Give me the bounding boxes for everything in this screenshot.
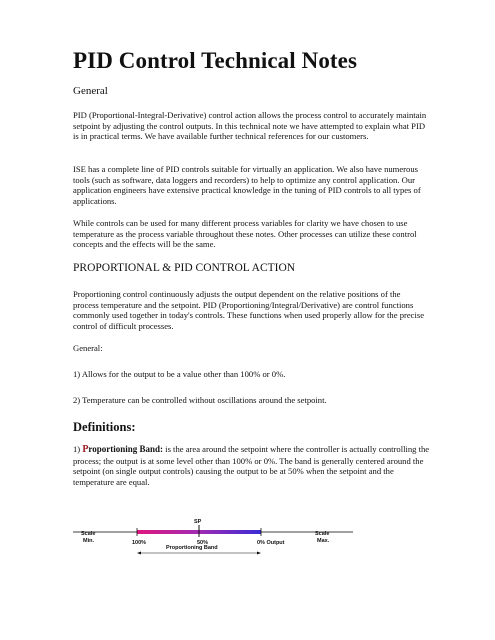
definition-term-initial: P bbox=[82, 444, 89, 455]
intro-paragraph-text: PID (Proportional-Integral-Derivative) control action allows the process control to accurately maintain setpoint by adjusting the control outputs. In this technical note we have attempted to explain what PID is in practical terms. We have available further technical references for our customers. bbox=[73, 110, 427, 142]
intro-paragraph bbox=[73, 110, 428, 142]
general-label: General: bbox=[73, 343, 103, 353]
scale-max-label-1: Scale bbox=[315, 531, 330, 537]
page-title: PID Control Technical Notes bbox=[73, 48, 358, 73]
definition-term: roportioning Band: bbox=[88, 444, 164, 454]
variables-paragraph bbox=[73, 218, 428, 250]
definition-proportioning-band bbox=[73, 444, 433, 487]
ise-paragraph-text: ISE has a complete line of PID controls suitable for virtually an application. We also have numerous tools (such as software, data loggers and recorders) to help to optimize any control application. Our application engineers have extensive practical knowledge in the tuning of PID controls to all types of applications. bbox=[73, 164, 421, 206]
proportioning-band-svg bbox=[73, 511, 433, 563]
general-heading: General bbox=[73, 85, 108, 97]
point-1: 1) Allows for the output to be a value other than 100% or 0%. bbox=[73, 369, 286, 379]
output-50-label: 50% bbox=[197, 540, 209, 546]
band-arrow-right bbox=[257, 552, 261, 555]
setpoint-label: SP bbox=[194, 519, 202, 525]
point-2: 2) Temperature can be controlled without oscillations around the setpoint. bbox=[73, 395, 327, 405]
definition-number: 1) bbox=[73, 444, 83, 454]
output-100-label: 100% bbox=[132, 540, 147, 546]
definition-text: is the area around the setpoint where the controller is actually controlling the process; the output is at some level other than 100% or 0%. The band is generally centered around the setpoint (on single output controls) causing the output to be at 50% when the setpoint and the temperature are equal. bbox=[73, 444, 430, 487]
proportioning-paragraph-text: Proportioning control continuously adjusts the output dependent on the relative positions of the process temperature and the setpoint. PID (Proportioning/Integral/Derivative) are control functions commonly used together in today's controls. These functions when used properly allow for the precise control of difficult processes. bbox=[73, 289, 425, 331]
section-heading: PROPORTIONAL & PID CONTROL ACTION bbox=[73, 262, 296, 274]
proportioning-band-label: Proportioning Band bbox=[166, 545, 218, 551]
band-arrow-left bbox=[137, 552, 141, 555]
proportioning-paragraph bbox=[73, 289, 428, 331]
output-0-label: 0% Output bbox=[257, 540, 285, 546]
scale-min-label-2: Min. bbox=[83, 538, 94, 544]
variables-paragraph-text: While controls can be used for many different process variables for clarity we have chosen to use temperature as the process variable throughout these notes. Other processes can utilize these control concepts and the effects will be the same. bbox=[73, 218, 417, 250]
definitions-heading: Definitions: bbox=[73, 420, 136, 434]
scale-max-label-2: Max. bbox=[317, 538, 330, 544]
scale-min-label-1: Scale bbox=[81, 531, 96, 537]
ise-paragraph bbox=[73, 164, 428, 206]
proportioning-band-diagram bbox=[73, 511, 433, 563]
